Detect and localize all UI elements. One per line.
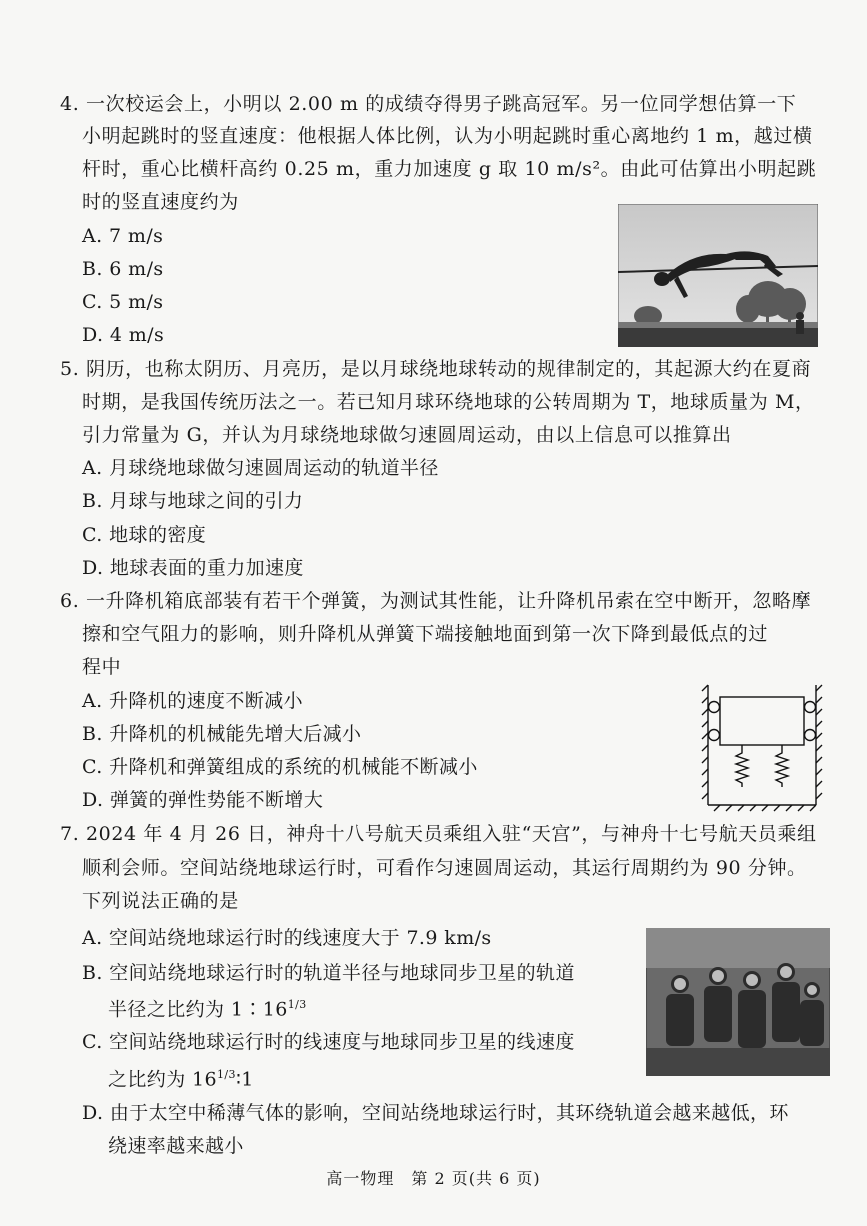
q7-option-c-exponent: 1/3 [217,1068,236,1081]
q4-stem-line-1: 4. 一次校运会上，小明以 2.00 m 的成绩夺得男子跳高冠军。另一位同学想估算一下 [60,93,797,115]
q7-option-d-line-1: D. 由于太空中稀薄气体的影响，空间站绕地球运行时，其环绕轨道会越来越低，环 [82,1102,789,1124]
q4-option-b: B. 6 m/s [82,258,164,280]
q7-option-c-line-1: C. 空间站绕地球运行时的线速度与地球同步卫星的线速度 [82,1031,575,1053]
elevator-spring-diagram [700,683,824,813]
q5-option-a: A. 月球绕地球做匀速圆周运动的轨道半径 [82,457,439,479]
q6-option-d: D. 弹簧的弹性势能不断增大 [82,789,324,811]
high-jump-photo [618,204,818,347]
q7-option-b-exponent: 1/3 [287,998,307,1011]
q7-stem-line-3: 下列说法正确的是 [82,890,239,912]
q6-option-a: A. 升降机的速度不断减小 [82,690,304,712]
q4-stem-line-4: 时的竖直速度约为 [82,191,239,213]
q7-stem-line-1: 7. 2024 年 4 月 26 日，神舟十八号航天员乘组入驻“天宫”，与神舟十七号航天员乘组 [60,823,817,845]
q5-option-d: D. 地球表面的重力加速度 [82,557,304,579]
q4-option-c: C. 5 m/s [82,291,164,313]
q5-stem-line-1: 5. 阴历，也称太阴历、月亮历，是以月球绕地球转动的规律制定的，其起源大约在夏商 [60,358,812,380]
q7-option-c-ratio: 之比约为 16 [108,1068,218,1091]
q4-stem-line-3: 杆时，重心比横杆高约 0.25 m，重力加速度 g 取 10 m/s²。由此可估算出小明起跳 [82,158,817,180]
q6-option-b: B. 升降机的机械能先增大后减小 [82,723,362,745]
q6-stem-line-2: 擦和空气阻力的影响，则升降机从弹簧下端接触地面到第一次下降到最低点的过 [82,623,769,645]
q6-stem-line-3: 程中 [82,656,122,678]
q5-stem-line-2: 时期，是我国传统历法之一。若已知月球环绕地球的公转周期为 T，地球质量为 M， [82,391,815,413]
q7-option-b-line-1: B. 空间站绕地球运行时的轨道半径与地球同步卫星的轨道 [82,962,575,984]
q7-option-d-line-2: 绕速率越来越小 [108,1135,244,1157]
q7-option-b-line-2 [108,993,307,1021]
q4-option-a: A. 7 m/s [82,225,164,247]
page-footer: 高一物理 第 2 页(共 6 页) [326,1169,541,1188]
q6-stem-line-1: 6. 一升降机箱底部装有若干个弹簧，为测试其性能，让升降机吊索在空中断开，忽略摩 [60,590,812,612]
q7-option-c-line-2 [108,1063,254,1091]
q5-stem-line-3: 引力常量为 G，并认为月球绕地球做匀速圆周运动，由以上信息可以推算出 [82,424,732,446]
astronauts-photo [646,928,830,1076]
q7-option-b-ratio: 半径之比约为 1∶16 [108,998,288,1021]
q4-option-d: D. 4 m/s [82,324,165,346]
q4-stem-line-2: 小明起跳时的竖直速度：他根据人体比例，认为小明起跳时重心离地约 1 m，越过横 [82,125,813,147]
q5-option-c: C. 地球的密度 [82,524,207,546]
q7-stem-line-2: 顺利会师。空间站绕地球运行时，可看作匀速圆周运动，其运行周期约为 90 分钟。 [82,857,807,879]
q7-option-c-ratio-end: ∶1 [235,1068,254,1091]
q5-option-b: B. 月球与地球之间的引力 [82,490,304,512]
q7-option-a: A. 空间站绕地球运行时的线速度大于 7.9 km/s [82,927,492,949]
q6-option-c: C. 升降机和弹簧组成的系统的机械能不断减小 [82,756,478,778]
